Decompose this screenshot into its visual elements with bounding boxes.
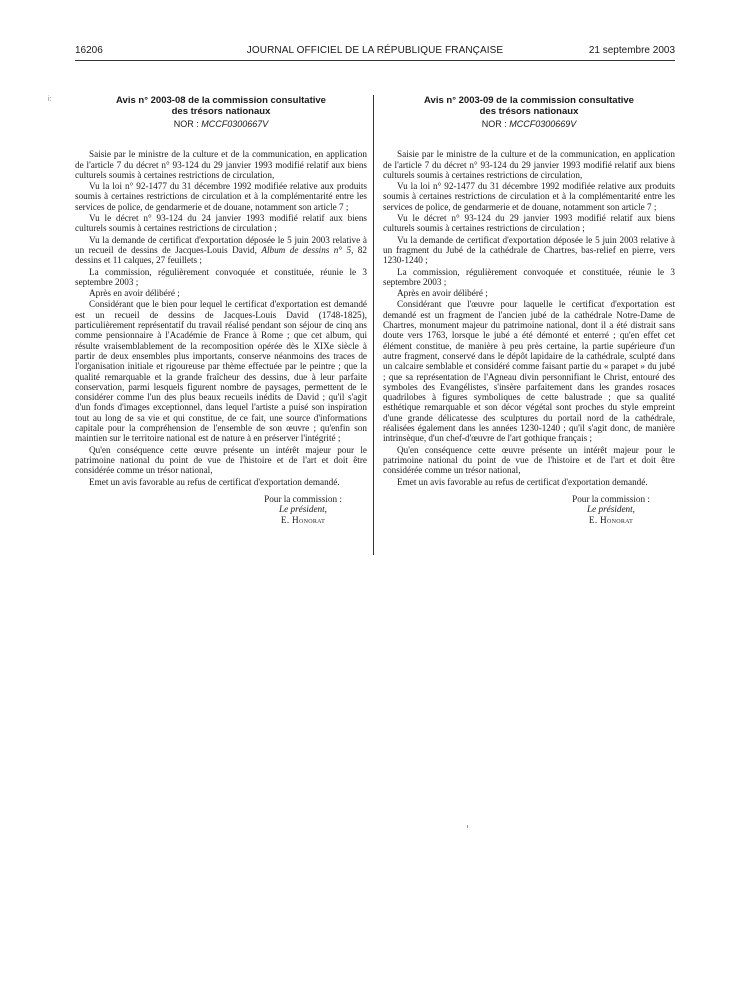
notice-title-line2: des trésors nationaux [479,106,579,117]
paragraph: Qu'en conséquence cette œuvre présente un intérêt majeur pour le patrimoine national du point de vue de l'histoire et de l'art et doit être considérée comme un trésor national, [383,444,675,476]
paragraph: Emet un avis favorable au refus de certificat d'exportation demandé. [397,476,648,487]
margin-mark: i: [48,96,52,103]
paragraph: Vu le décret n° 93-124 du 29 janvier 1993 modifié relatif aux biens culturels soumis à certaines restrictions de circulation ; [383,213,675,234]
journal-title: JOURNAL OFFICIEL DE LA RÉPUBLIQUE FRANÇAISE [246,45,504,56]
paragraph: Saisie par le ministre de la culture et de la communication, en application de l'article 7 du décret n° 93-124 du 29 janvier 1993 modifié relatif aux biens culturels soumis à certaines restrictions de circulation, [383,149,675,180]
paragraph-text: 82 dessins et 11 calques, 27 feuillets ; [75,244,367,266]
paragraph: La commission, régulièrement convoquée et constituée, réunie le 3 septembre 2003 ; [75,266,367,287]
notice-title-line1: Avis n° 2003-09 de la commission consultative [424,95,634,106]
paragraph-text: Vu la demande de certificat d'exportation déposée le 5 juin 2003 relative à un recueil de dessins de Jacques-Louis David, [75,234,367,255]
signature-role: Le président, [587,504,635,515]
signatory-name: E. Honorat [280,514,326,525]
paragraph [75,235,367,266]
signature-block [383,494,675,526]
paragraph: La commission, régulièrement convoquée et constituée, réunie le 3 septembre 2003 ; [383,266,675,287]
signature-block [75,494,367,526]
album-title: Album de dessins n° 5, [261,244,354,255]
left-column-notice [75,95,367,525]
signature-line: Pour la commission : [264,493,342,504]
paragraph: Après en avoir délibéré ; [89,288,180,299]
nor-reference [383,119,675,129]
nor-code: MCCF0300667V [201,119,269,129]
paragraph: Après en avoir délibéré ; [397,288,488,299]
paragraph: Vu le décret n° 93-124 du 24 janvier 1993 modifié relatif aux biens culturels soumis à certaines restrictions de circulation ; [75,213,367,234]
notice-title-line1: Avis n° 2003-08 de la commission consultative [116,95,326,106]
notice-title-line2: des trésors nationaux [171,106,271,117]
signature-line: Pour la commission : [572,493,650,504]
signatory-name: E. Honorat [588,514,634,525]
paragraph: Saisie par le ministre de la culture et de la communication, en application de l'article 7 du décret n° 93-124 du 29 janvier 1993 modifié relatif aux biens culturels soumis à certaines restrictions de circulation, [75,149,367,180]
right-column-notice [383,95,675,525]
nor-label: NOR : [173,119,202,129]
paragraph: Vu la demande de certificat d'exportation déposée le 5 juin 2003 relative à un fragment du Jubé de la cathédrale de Chartres, bas-relief en pierre, vers 1230-1240 ; [383,234,675,266]
page-number: 16206 [75,45,103,56]
nor-reference [75,119,367,129]
scan-speck [467,825,468,828]
paragraph: Qu'en conséquence cette œuvre présente un intérêt majeur pour le patrimoine national du point de vue de l'histoire et de l'art et doit être considérée comme un trésor national, [75,444,367,476]
paragraph: Vu la loi n° 92-1477 du 31 décembre 1992 modifiée relative aux produits soumis à certaines restrictions de circulation et à la complémentarité entre les services de police, de gendarmerie et de douane, notamment son article 7 ; [75,181,367,212]
page-header [75,42,675,61]
nor-code: MCCF0300669V [509,119,577,129]
paragraph: Emet un avis favorable au refus de certificat d'exportation demandé. [89,476,340,487]
column-divider [373,95,374,555]
paragraph: Considérant que le bien pour lequel le certificat d'exportation est demandé est un recueil de dessins de Jacques-Louis David (1748-1825), particulièrement représentatif du travail réalisé pendant son séjour de cinq ans comme pensionnaire à l'Académie de France à Rome ; que cet album, qui résulte vraisemblablement de la recomposition opérée dès le XIXe siècle à partir de deux ensembles plus importants, conserve néanmoins des traces de l'organisation initiale et rigoureuse par thème effectuée par le peintre ; que la qualité remarquable et la grande fraîcheur des dessins, due à leur parfaite conservation, parmi lesquels figurent nombre de paysages, permettent de le considérer comme l'un des plus beaux recueils inédits de David ; qu'il s'agit d'un fonds d'images exceptionnel, dans lequel l'artiste a puisé son inspiration tout au long de sa vie et qui constitue, de ce fait, une source d'informations capitale pour la compréhension de l'ensemble de son œuvre ; qu'enfin son maintien sur le territoire national est de nature à en préserver l'intégrité ; [75,299,367,444]
publication-date: 21 septembre 2003 [588,45,675,56]
nor-label: NOR : [481,119,510,129]
signature-role: Le président, [279,504,327,515]
paragraph: Considérant que l'œuvre pour laquelle le certificat d'exportation est demandé est un fragment de l'ancien jubé de la cathédrale Notre-Dame de Chartres, monument majeur du patrimoine national, dont il a été distrait sans doute vers 1763, lorsque le jubé a été démonté et enterré ; qu'en effet cet élément constitue, de manière à peu près certaine, la partie supérieure d'un autre fragment, conservé dans le dépôt lapidaire de la cathédrale, sculpté dans un calcaire semblable et considéré comme faisant partie du « parapet » du jubé ; que sa représentation de l'Agneau divin personnifiant le Christ, entouré des symboles des Evangélistes, s'insère parfaitement dans les grandes rosaces quadrilobes à figures symboliques de cette balustrade ; que sa qualité esthétique remarquable et son décor végétal sont proches du style empreint d'une grande délicatesse des sculptures du portail nord de la cathédrale, réalisées également dans les années 1230-1240 ; qu'il s'agit donc, de manière intrinsèque, d'un chef-d'œuvre de l'art gothique français ; [383,299,675,444]
paragraph: Vu la loi n° 92-1477 du 31 décembre 1992 modifiée relative aux produits soumis à certaines restrictions de circulation et à la complémentarité entre les services de police, de gendarmerie et de douane, notamment son article 7 ; [383,181,675,212]
